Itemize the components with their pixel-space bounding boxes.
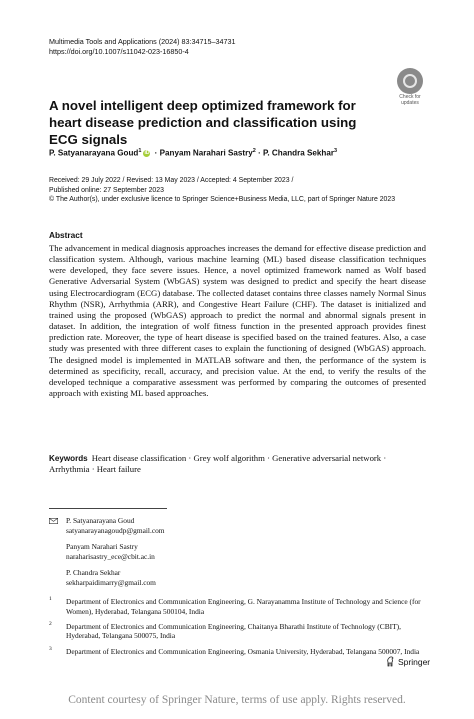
journal-citation: Multimedia Tools and Applications (2024) 83:34715–34731 (49, 37, 236, 46)
corr-email-2[interactable]: naraharisastry_ece@cbit.ac.in (66, 551, 155, 561)
check-for-updates-badge[interactable] (395, 68, 425, 104)
keywords-block (49, 453, 426, 475)
author-separator: · (255, 148, 264, 158)
dates-line-1: Received: 29 July 2022 / Revised: 13 May 2023 / Accepted: 4 September 2023 / (49, 177, 294, 184)
abstract-heading: Abstract (49, 230, 83, 240)
check-for-updates-icon (397, 68, 423, 94)
mail-icon (49, 518, 58, 524)
affiliation-1 (49, 597, 429, 616)
affiliation-text: Department of Electronics and Communication Engineering, G. Narayanamma Institute of Technology and Science (for Women), Hyderabad, Telangana 500104, India (66, 597, 421, 616)
affiliation-number: 1 (49, 596, 52, 602)
author-separator: · (152, 148, 160, 158)
corr-name-1: P. Satyanarayana Goud (66, 516, 135, 525)
journal-header (49, 37, 235, 56)
orcid-icon[interactable]: iD (144, 150, 150, 157)
corr-name-2: Panyam Narahari Sastry (66, 542, 138, 551)
affiliations (49, 597, 429, 662)
publication-dates (49, 176, 449, 205)
keywords-label: Keywords (49, 454, 88, 463)
corresponding-authors (66, 516, 266, 587)
badge-line-2: updates (401, 99, 419, 106)
author-3: P. Chandra Sekhar (263, 148, 334, 158)
dates-line-2: Published online: 27 September 2023 (49, 186, 164, 194)
corr-name-3: P. Chandra Sekhar (66, 568, 121, 577)
doi-link[interactable]: https://doi.org/10.1007/s11042-023-16850-4 (49, 46, 189, 56)
affiliation-3 (49, 647, 429, 657)
affiliation-text: Department of Electronics and Communication Engineering, Chaitanya Bharathi Institute of Technology (CBIT), Hyderabad, Telangana 500075, India (66, 621, 401, 641)
affiliation-number: 3 (49, 645, 52, 652)
corr-email-1[interactable]: satyanarayanagoudp@gmail.com (66, 525, 165, 535)
footnote-rule (49, 508, 167, 509)
paper-title: A novel intelligent deep optimized framework for heart disease prediction and classification using ECG signals (49, 98, 357, 147)
badge-line-1: Check for (399, 94, 421, 100)
author-2-affil: 2 (252, 148, 256, 154)
author-2: Panyam Narahari Sastry (159, 148, 253, 158)
publisher-name: Springer (398, 656, 431, 667)
footer-notice: Content courtesy of Springer Nature, terms of use apply. Rights reserved. (68, 694, 406, 706)
affiliation-number: 2 (49, 620, 52, 627)
keywords-text: Heart disease classification · Grey wolf algorithm · Generative adversarial network · Arrhythmia · Heart failure (49, 453, 387, 475)
springer-horse-icon (386, 656, 395, 667)
affiliation-2 (49, 622, 429, 641)
corr-email-3[interactable]: sekharpaidimarry@gmail.com (66, 577, 156, 587)
author-list (49, 148, 439, 158)
affiliation-text: Department of Electronics and Communication Engineering, Osmania University, Hyderabad, Telangana 500007, India (66, 646, 420, 656)
author-1-affil: 1 (138, 148, 142, 154)
author-3-affil: 3 (333, 148, 338, 154)
author-1: P. Satyanarayana Goud (49, 148, 139, 158)
publisher-logo (386, 656, 430, 667)
copyright-line: © The Author(s), under exclusive licence to Springer Science+Business Media, LLC, part of Springer Nature 2023 (49, 196, 396, 203)
abstract-text: The advancement in medical diagnosis approaches increases the demand for effective disease prediction and classification system. Although, various machine learning (ML) based disease classification techniques were developed, they face severe issues. Hence, a novel optimized framework named as Wolf based Generative Adversarial System (WbGAS) system was designed to predict and specify the heart disease using Electrocardiogram (ECG) database. The collected dataset contains three classes namely Normal Sinus Rhythm (NSR), Arrhythmia (ARR), and Congestive Heart Failure (CHF). The dataset is initialized and trained using the proposed (WbGAS) approach to predict the normal and abnormal signals present in dataset. In addition, the integration of wolf fitness function in the presented approach provides finest prediction rate. Moreover, the type of heart disease is specified based on the trained features. Also, a case study was presented with three different cases to explain the functioning of designed (WbGAS) approach. The designed model is implemented in MATLAB software and then, the performance of the system is determined as specificity, recall, accuracy, and precision value. At the end, to verify the results of the developed technique a comparative assessment was performed by comparing the outcomes of presented approach with existing ML based approaches. (49, 243, 426, 399)
